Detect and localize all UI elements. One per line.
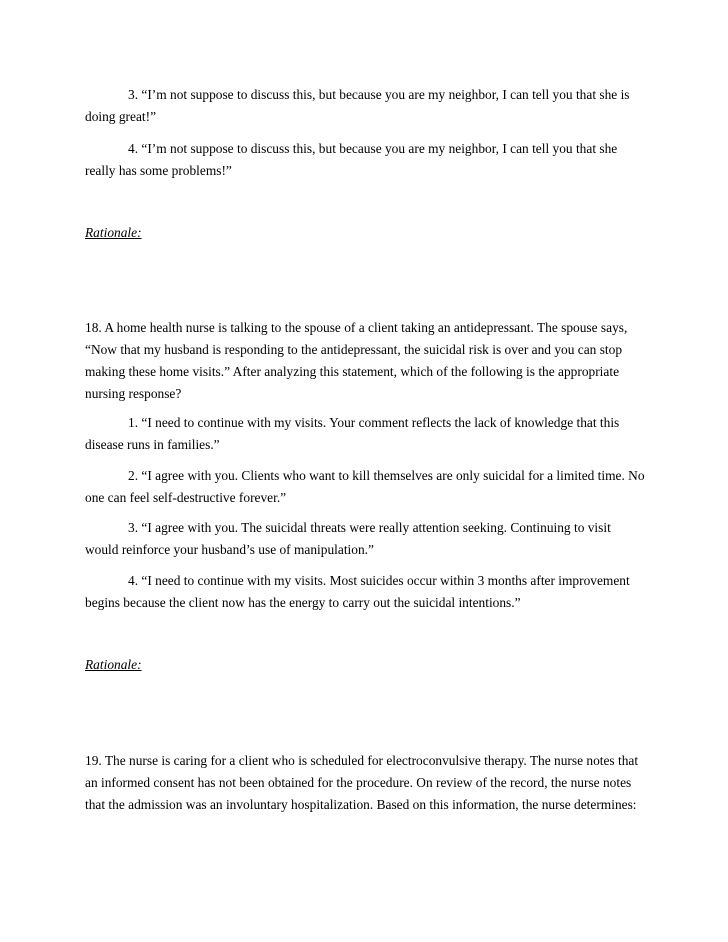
q18-option-2: 2. “I agree with you. Clients who want to kill themselves are only suicidal for a limited time. No one can feel self-destructive forever.” xyxy=(85,468,645,505)
q18-option-3: 3. “I agree with you. The suicidal threats were really attention seeking. Continuing to visit would reinforce your husband’s use of manipulation.” xyxy=(85,520,611,557)
q18-option-1: 1. “I need to continue with my visits. Your comment reflects the lack of knowledge that this disease runs in families.” xyxy=(85,415,620,452)
rationale-label: Rationale: xyxy=(85,657,142,672)
q19-stem: 19. The nurse is caring for a client who is scheduled for electroconvulsive therapy. The nurse notes that an informed consent has not been obtained for the procedure. On review of the record, the nurse notes that the admission was an involuntary hospitalization. Based on this information, the nurse determines: xyxy=(85,753,639,812)
q18-rationale-label xyxy=(85,654,645,676)
q18-option-4: 4. “I need to continue with my visits. Most suicides occur within 3 months after improvement begins because the client now has the energy to carry out the suicidal intentions.” xyxy=(85,573,630,610)
q17-rationale-label xyxy=(85,222,645,244)
q17-option-4: 4. “I’m not suppose to discuss this, but because you are my neighbor, I can tell you that she really has some problems!” xyxy=(85,141,618,178)
rationale-label: Rationale: xyxy=(85,225,142,240)
q17-option-3: 3. “I’m not suppose to discuss this, but because you are my neighbor, I can tell you that she is doing great!” xyxy=(85,87,630,124)
q18-stem: 18. A home health nurse is talking to the spouse of a client taking an antidepressant. The spouse says, “Now that my husband is responding to the antidepressant, the suicidal risk is over and you can stop making these home visits.” After analyzing this statement, which of the following is the appropriate nursing response? xyxy=(85,320,628,401)
